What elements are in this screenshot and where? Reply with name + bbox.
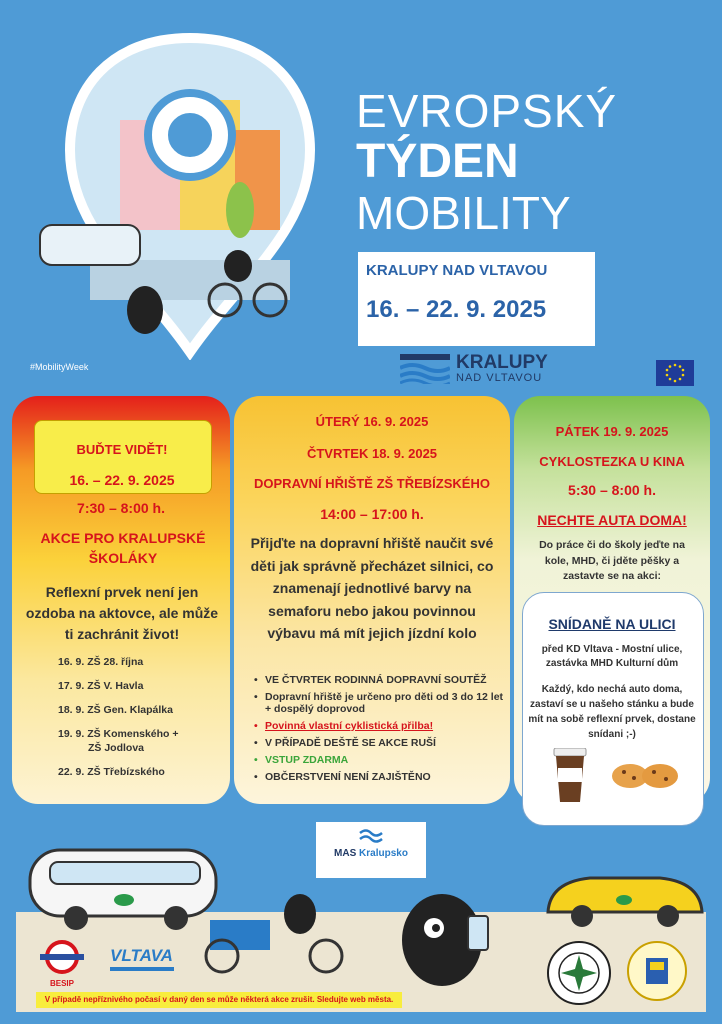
title-line-1: EVROPSKÝ xyxy=(356,85,618,137)
playground-date-1: ÚTERÝ 16. 9. 2025 xyxy=(315,414,429,429)
kralupy-logo-sub: NAD VLTAVOU xyxy=(456,372,543,384)
mas-logo-text xyxy=(316,848,426,859)
be-visible-dates: 16. – 22. 9. 2025 xyxy=(69,472,175,488)
cookies-icon xyxy=(610,758,680,792)
title-line-3: MOBILITY xyxy=(356,187,571,239)
playground-info-list xyxy=(254,674,504,788)
bus-illustration xyxy=(26,844,222,934)
besip-logo xyxy=(32,940,92,986)
breakfast-heading: SNÍDANĚ NA ULICI xyxy=(548,616,676,632)
leave-cars-description: Do práce či do školy jeďte na kole, MHD, či jděte pěšky a zastavte se na akci: xyxy=(539,539,685,582)
vltava-label: VLTAVA xyxy=(110,946,173,965)
be-visible-heading: BUĎTE VIDĚT! xyxy=(76,442,168,457)
be-visible-subheading: AKCE PRO KRALUPSKÉ ŠKOLÁKY xyxy=(40,530,206,566)
police-badge-icon xyxy=(546,940,612,1006)
bike-path-time: 5:30 – 8:00 h. xyxy=(568,482,656,498)
playground-heading: DOPRAVNÍ HŘIŠTĚ ZŠ TŘEBÍZSKÉHO xyxy=(254,476,490,491)
playground-time: 14:00 – 17:00 h. xyxy=(320,506,424,522)
be-visible-time: 7:30 – 8:00 h. xyxy=(77,500,165,516)
vltava-underline xyxy=(110,967,174,971)
kralupy-logo-name: KRALUPY xyxy=(456,352,548,373)
playground-description: Přijďte na dopravní hřiště naučit své děti jak správně přecházet silnici, co znamenají jednotlivé barvy na semaforu nebo jakou povinnou výbavu má mít jejich jízdní kolo xyxy=(250,535,494,641)
city-name: KRALUPY NAD VLTAVOU xyxy=(366,262,548,279)
cargo-bike-illustration xyxy=(200,890,350,976)
breakfast-location: před KD Vltava - Mostní ulice, zastávka MHD Kulturní dům xyxy=(541,644,683,669)
vltava-logo xyxy=(110,946,174,976)
weather-warning: V případě nepříznivého počasí v daný den se může některá akce zrušit. Sledujte web města. xyxy=(36,992,402,1008)
mobility-week-hashtag: #MobilityWeek xyxy=(30,362,89,372)
info-item: • VSTUP ZDARMA xyxy=(254,754,504,766)
be-visible-description: Reflexní prvek není jen ozdoba na aktovce, ale může ti zachránit život! xyxy=(25,584,219,642)
school-schedule xyxy=(58,656,218,790)
schedule-item: ZŠ Jodlova xyxy=(88,742,145,754)
info-item: • OBČERSTVENÍ NENÍ ZAJIŠTĚNO xyxy=(254,771,504,783)
kralupy-wave-icon xyxy=(400,354,450,384)
info-item: • V PŘÍPADĚ DEŠTĚ SE AKCE RUŠÍ xyxy=(254,737,504,749)
breakfast-description: Každý, kdo nechá auto doma, zastaví se u našeho stánku a bude mít na sobě reflexní prvek, dostane snídani ;-) xyxy=(528,684,696,740)
schedule-item: 16. 9. ZŠ 28. října xyxy=(58,656,144,668)
besip-icon xyxy=(32,940,92,974)
city-police-badge-icon xyxy=(626,940,688,1002)
phone-character-illustration xyxy=(394,880,504,1000)
info-item: • Povinná vlastní cyklistická přilba! xyxy=(254,720,504,732)
event-title xyxy=(356,85,618,239)
mas-wave-icon xyxy=(358,828,384,844)
info-item: • VE ČTVRTEK RODINNÁ DOPRAVNÍ SOUTĚŽ xyxy=(254,674,504,686)
title-line-2: TÝDEN xyxy=(356,135,519,188)
info-item: • Dopravní hřiště je určeno pro děti od 3 do 12 let + dospělý doprovod xyxy=(254,691,504,715)
kralupy-logo xyxy=(400,352,560,386)
bike-path-heading: CYKLOSTEZKA U KINA xyxy=(539,454,685,469)
schedule-item: 22. 9. ZŠ Třebízského xyxy=(58,766,165,778)
car-illustration xyxy=(540,852,708,932)
playground-date-2: ČTVRTEK 18. 9. 2025 xyxy=(306,446,438,461)
city-date-box xyxy=(358,252,595,346)
mas-logo-mas: MAS xyxy=(334,848,357,859)
schedule-item: 19. 9. ZŠ Komenského + xyxy=(58,728,179,740)
besip-label: BESIP xyxy=(49,979,74,988)
leave-cars-heading: NECHTE AUTA DOMA! xyxy=(537,512,687,528)
mas-logo-kralupsko: Kralupsko xyxy=(359,848,408,859)
mas-kralupsko-logo xyxy=(316,822,426,878)
bike-path-date: PÁTEK 19. 9. 2025 xyxy=(555,424,669,439)
coffee-cup-icon xyxy=(552,748,588,802)
schedule-item: 18. 9. ZŠ Gen. Klapálka xyxy=(58,704,173,716)
location-pin-illustration xyxy=(30,30,350,360)
eu-flag-icon xyxy=(656,360,694,386)
schedule-item: 17. 9. ZŠ V. Havla xyxy=(58,680,144,692)
event-dates: 16. – 22. 9. 2025 xyxy=(366,296,547,323)
